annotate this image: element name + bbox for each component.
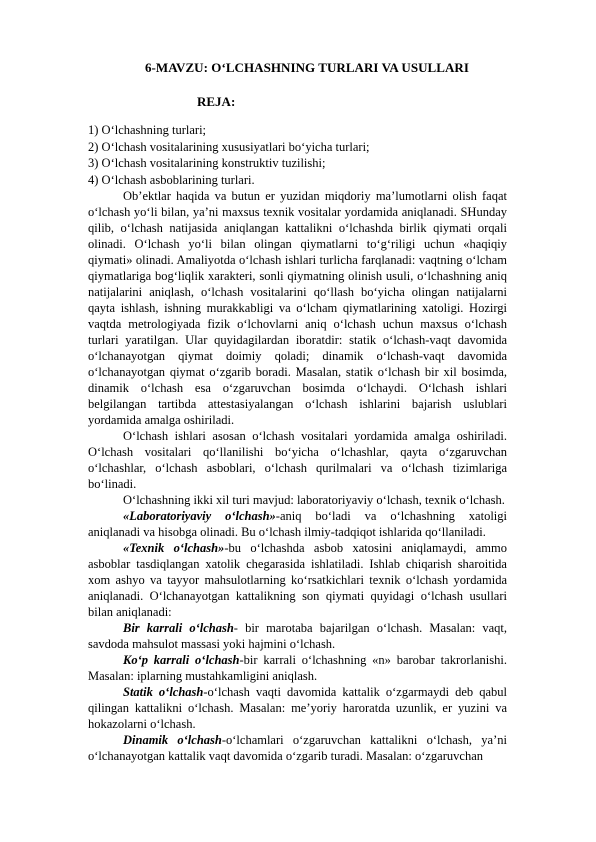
body-text [88,188,507,764]
term-laboratory: «Laboratoriyaviy o‘lchash» [123,509,276,523]
paragraph-text: -bir karrali o‘lchashning «n» barobar takrorlanishi. Masalan: iplarning mustahkamligini aniqlash. [88,653,507,683]
plan-item: 4) O‘lchash asboblarining turlari. [88,172,255,187]
term-static: Statik o‘lchash [123,685,204,699]
paragraph [88,732,507,764]
paragraph [88,188,507,428]
paragraph-text: -o‘lchash vaqti davomida kattalik o‘zgarmaydi deb qabul qilingan kattalikni o‘lchash. Masalan: me’yoriy haroratda uzunlik, er yuzini va hokazolarni o‘lchash. [88,685,507,731]
term-multiple: Ko‘p karrali o‘lchash [123,653,240,667]
plan-item: 3) O‘lchash vositalarining konstruktiv tuzilishi; [88,156,326,170]
paragraph-text: O‘lchashning ikki xil turi mavjud: laboratoriyaviy o‘lchash, texnik o‘lchash. [123,493,505,507]
paragraph [88,492,507,508]
paragraph [88,620,507,652]
paragraph-text: -bu o‘lchashda asbob xatosini aniqlamaydi, ammo asboblar tasdiqlangan xatolik chegarasida ishlatiladi. Ishlab chiqarish sharoitida xom ashyo va tayyor mahsulotlarning ko‘rsatkichlari texnik o‘lchash yordamida aniqlanadi. O‘lchanayotgan kattalikning son qiymati quyidagi o‘lchash usullari bilan aniqlanadi: [88,541,507,619]
term-dynamic: Dinamik o‘lchash [123,733,222,747]
term-technical: «Texnik o‘lchash» [123,541,225,555]
paragraph [88,540,507,620]
plan-item: 1) O‘lchashning turlari; [88,123,207,137]
paragraph [88,428,507,492]
plan-item: 2) O‘lchash vositalarining xususiyatlari bo‘yicha turlari; [88,139,370,154]
paragraph-text: O‘lchash ishlari asosan o‘lchash vositalari yordamida amalga oshiriladi. O‘lchash vositalari qo‘llanilishi bo‘yicha o‘lchashlar, qayta o‘zgaruvchan o‘lchashlar, o‘lchash asboblari, o‘lchash qurilmalari va o‘lchash tizimlariga bo‘linadi. [88,429,507,491]
paragraph-text: -o‘lchamlari o‘zgaruvchan kattalikni o‘lchash, ya’ni o‘lchanayotgan kattalik vaqt davomida o‘zgarib turadi. Masalan: o‘zgaruvchan [88,733,507,763]
paragraph-text: Ob’ektlar haqida va butun er yuzidan miqdoriy ma’lumotlarni olish faqat o‘lchash yo‘li bilan, ya’ni maxsus texnik vositalar yordamida aniqlanadi. SHunday qilib, o‘lchash natijasida aniqlangan kattalikni o‘lchashda birlik qiymati orqali olinadi. O‘lchash yo‘li bilan olingan qiymatlarni to‘g‘riligi uchun «haqiqiy qiymati» olinadi. Amaliyotda o‘lchash ishlari turlicha farqlanadi: vaqtning o‘lcham qiymatlariga bog‘liqlik xarakteri, sonli qiymatning olinish usuli, o‘lchashning aniq natijalarini aniqlash, o‘lchash vositalarini qo‘llash bo‘yicha olingan natijalarni qayta ishlash, ishning murakkabligi va o‘lcham qiymatlarining xatoligi. Hozirgi vaqtda metrologiyada fizik o‘lchovlarni aniq o‘lchash uchun maxsus o‘lchash turlari yaratilgan. Ular quyidagilardan iboratdir: statik o‘lchash-vaqt davomida o‘lchanayotgan qiymat doimiy qoladi; dinamik o‘lchash-vaqt davomida o‘lchanayotgan qiymat o‘zgarib boradi. Masalan, statik o‘lchash bir xil bosimda, dinamik o‘lchash esa o‘zgaruvchan bosimda o‘lchaydi. O‘lchash ishlari belgilangan tartibda attestasiyalangan o‘lchash ishlarini bajarish uslublari yordamida amalga oshiriladi. [88,189,507,427]
document-title: 6-MAVZU: O‘LCHASHNING TURLARI VA USULLARI [145,60,469,75]
paragraph [88,652,507,684]
plan-heading: REJA: [197,94,236,109]
plan-list [88,122,508,188]
term-single: Bir karrali o‘lchash [123,621,234,635]
paragraph [88,508,507,540]
paragraph-text: -aniq bo‘ladi va o‘lchashning xatoligi aniqlanadi va hisobga olinadi. Bu o‘lchash ilmiy-tadqiqot ishlarida qo‘llaniladi. [88,509,507,539]
paragraph-text: - bir marotaba bajarilgan o‘lchash. Masalan: vaqt, savdoda mahsulot massasi yoki hajmini o‘lchash. [88,621,507,651]
paragraph [88,684,507,732]
